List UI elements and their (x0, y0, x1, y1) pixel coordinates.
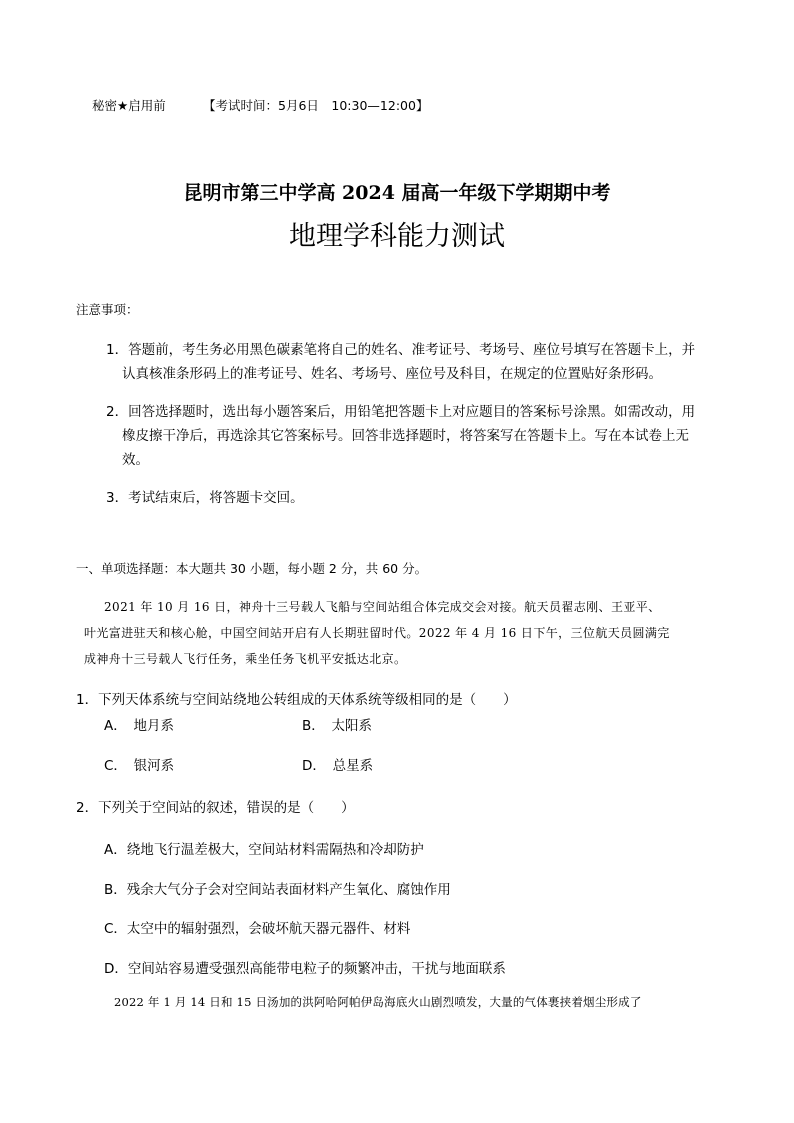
notice-item-2-line-1: 2．回答选择题时，选出每小题答案后，用铅笔把答题卡上对应题目的答案标号涂黑。如需改动，用 (106, 404, 696, 420)
notice-heading: 注意事项： (76, 302, 139, 317)
question-2-stem: 2．下列关于空间站的叙述，错误的是（ ） (76, 800, 355, 816)
secret-label: 秘密★启用前 (92, 98, 166, 113)
passage-1-line-1: 2021 年 10 月 16 日，神舟十三号载人飞船与空间站组合体完成交会对接。航天员翟志刚、王亚平、 (104, 600, 661, 614)
question-2-option-c: C．太空中的辐射强烈，会破坏航天器元器件、材料 (104, 921, 411, 937)
question-1-stem: 1．下列天体系统与空间站绕地公转组成的天体系统等级相同的是（ ） (76, 692, 517, 708)
question-2-option-b: B．残余大气分子会对空间站表面材料产生氧化、腐蚀作用 (104, 882, 451, 898)
exam-title: 昆明市第三中学高 2024 届高一年级下学期期中考 (183, 182, 611, 204)
notice-item-2-line-2: 橡皮擦干净后，再选涂其它答案标号。回答非选择题时，将答案写在答题卡上。写在本试卷上无 (122, 428, 689, 444)
notice-item-1-line-2: 认真核准条形码上的准考证号、姓名、考场号、座位号及科目，在规定的位置贴好条形码。 (122, 366, 662, 382)
question-1-option-b: B． 太阳系 (302, 718, 373, 734)
section-heading: 一、单项选择题：本大题共 30 小题，每小题 2 分，共 60 分。 (76, 561, 428, 576)
notice-item-3: 3．考试结束后，将答题卡交回。 (106, 490, 304, 506)
question-1-option-c: C． 银河系 (104, 758, 175, 774)
question-1-option-d: D． 总星系 (302, 758, 374, 774)
notice-item-2-line-3: 效。 (122, 452, 149, 468)
question-2-option-a: A．绕地飞行温差极大，空间站材料需隔热和冷却防护 (104, 842, 424, 858)
passage-2-line-1: 2022 年 1 月 14 日和 15 日汤加的洪阿哈阿帕伊岛海底火山剧烈喷发，大量的气体裹挟着烟尘形成了 (114, 995, 642, 1009)
subject-title: 地理学科能力测试 (289, 221, 505, 252)
exam-time: 【考试时间：5月6日 10:30—12:00】 (203, 98, 429, 113)
question-2-option-d: D．空间站容易遭受强烈高能带电粒子的频繁冲击，干扰与地面联系 (104, 961, 506, 977)
passage-1-line-2: 叶光富进驻天和核心舱，中国空间站开启有人长期驻留时代。2022 年 4 月 16 日下午，三位航天员圆满完 (84, 626, 670, 640)
passage-1-line-3: 成神舟十三号载人飞行任务，乘坐任务飞机平安抵达北京。 (84, 652, 407, 666)
question-1-option-a: A． 地月系 (104, 718, 174, 734)
notice-item-1-line-1: 1．答题前，考生务必用黑色碳素笔将自己的姓名、准考证号、考场号、座位号填写在答题卡上，并 (106, 342, 696, 358)
